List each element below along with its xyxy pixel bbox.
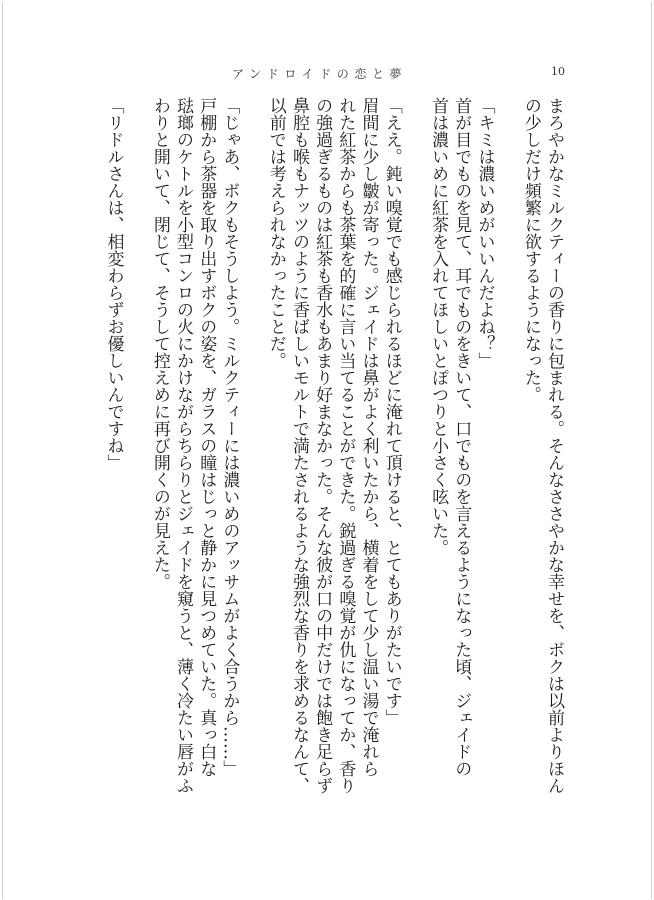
page-edge-left xyxy=(2,2,3,899)
text-column: 眉間に少し皺が寄った。ジェイドは鼻がよく利いたから、横着をして少し温い湯で淹れら xyxy=(358,97,379,777)
text-column: 首が目でものを見て、耳でものをきいて、口でものを言えるようになった頃、ジェイドの xyxy=(451,97,472,777)
page-edge-right xyxy=(651,2,652,899)
text-column: 首は濃いめに紅茶を入れてほしいとぽつりと小さく呟いた。 xyxy=(428,97,449,556)
text-column: れた紅茶からも茶葉を的確に言い当てることができた。鋭過ぎる嗅覚が仇になってか、香り xyxy=(335,97,356,794)
text-column: の少しだけ頻繁に欲するようになった。 xyxy=(520,97,541,403)
text-column: 戸棚から茶器を取り出すボクの姿を、ガラスの瞳はじっと静かに見つめていた。真っ白な xyxy=(196,97,217,777)
page-number: 10 xyxy=(551,65,565,78)
text-column: 「キミは濃いめがいいんだよね？」 xyxy=(474,97,495,369)
text-column: 鼻腔も喉もナッツのように香ばしいモルトで満たされるような強烈な香りを求めるなんて、 xyxy=(288,97,309,794)
text-column: 琺瑯のケトルを小型コンロの火にかけながらちらりとジェイドを窺うと、薄く冷たい唇がふ xyxy=(173,97,193,794)
text-column: わりと開いて、閉じて、そうして控えめに再び開くのが見えた。 xyxy=(149,97,170,590)
text-column: 「ええ。鈍い嗅覚でも感じられるほどに淹れて頂けると、とてもありがたいです」 xyxy=(381,97,402,726)
text-column: の強過ぎるものは紅茶も香水もあまり好まなかった。そんな彼が口の中だけでは飽き足らず xyxy=(312,97,333,794)
text-column: 「じゃあ、ボクもそうしよう。ミルクティーには濃いめのアッサムがよく合うから……」 xyxy=(219,97,240,777)
running-head: アンドロイドの恋と夢 xyxy=(232,67,408,81)
text-column: 以前では考えられなかったことだ。 xyxy=(265,97,286,369)
text-column: 「リドルさんは、相変わらずお優しいんですね」 xyxy=(103,97,124,471)
text-column: まろやかなミルクティーの香りに包まれる。そんなささやかな幸せを、ボクは以前よりほん xyxy=(544,97,564,794)
vertical-body-text xyxy=(104,97,562,887)
